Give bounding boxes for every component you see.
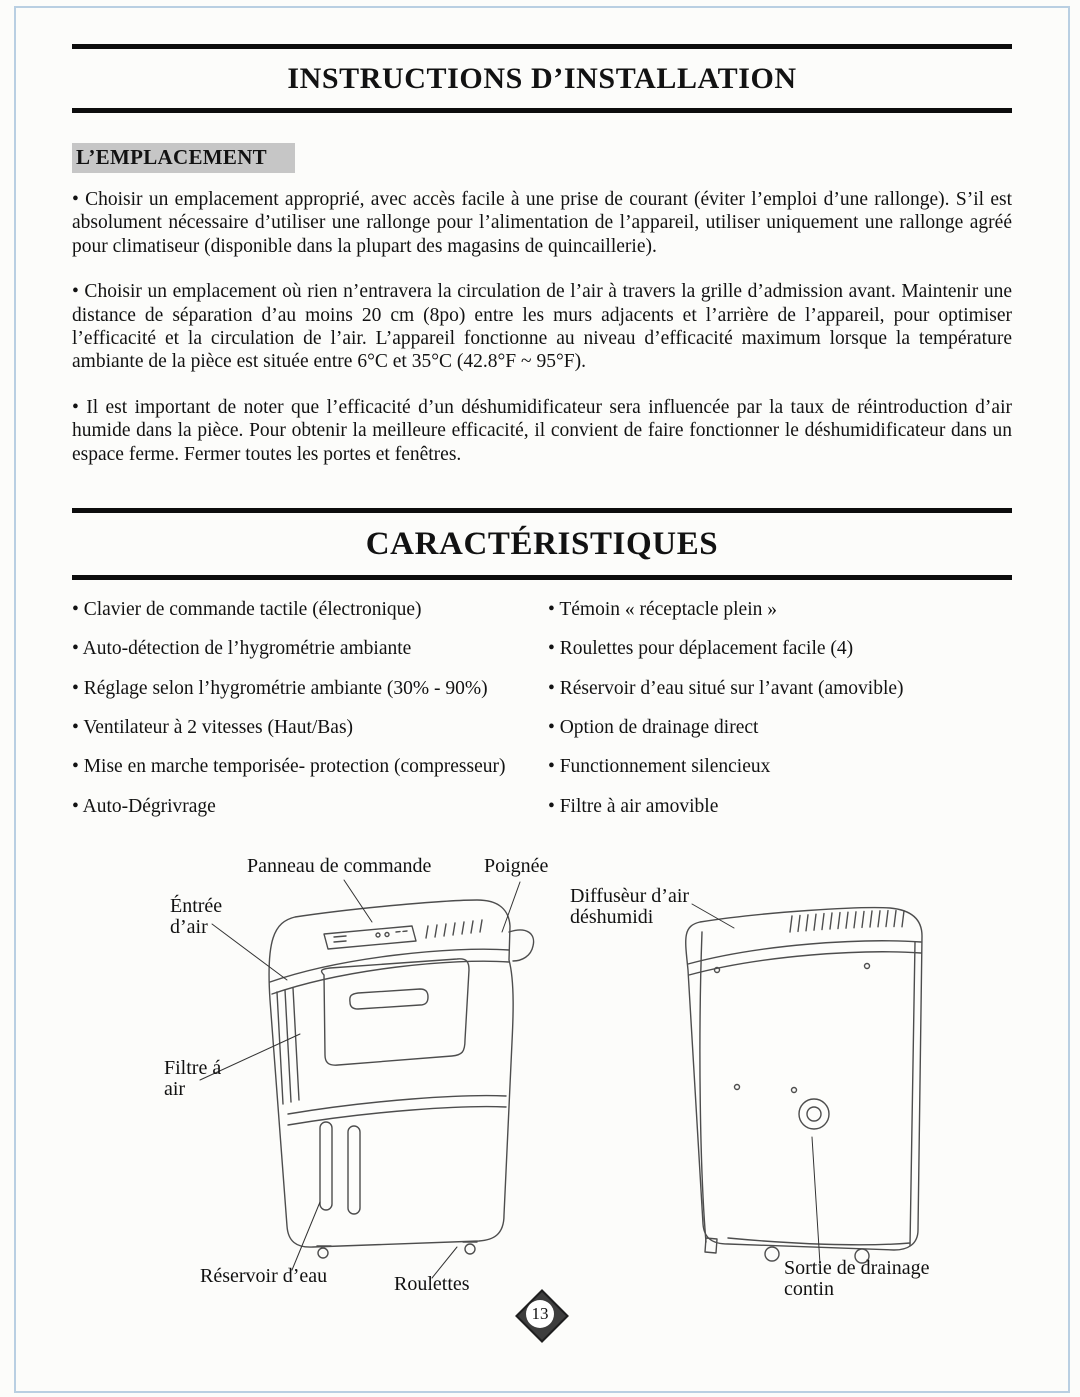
label-poignee: Poignée	[484, 855, 549, 878]
label-reservoir: Réservoir d’eau	[200, 1265, 328, 1288]
feature-item: • Functionnement silencieux	[548, 756, 771, 778]
horizontal-rule	[72, 508, 1012, 513]
horizontal-rule	[72, 575, 1012, 580]
feature-item: • Réglage selon l’hygrométrie ambiante (30% - 90%)	[72, 677, 488, 699]
installation-paragraph: • Il est important de noter que l’efficacité d’un déshumidificateur sera influencée par la taux de réintroduction d’air humide dans la pièce. Pour obtenir la meilleure efficacité, il convient de faire fonctionner le déshumidificateur dans un espace ferme. Fermer toutes les portes et fenêtres.	[72, 396, 1012, 465]
feature-item: • Clavier de commande tactile (électronique)	[72, 598, 422, 620]
label-entree-air-line2: d’air	[170, 916, 208, 939]
label-diffuseur-line1: Diffusèur d’air	[570, 885, 690, 908]
feature-item: • Filtre à air amovible	[548, 795, 719, 817]
label-roulettes: Roulettes	[394, 1273, 470, 1296]
label-filtre-line1: Filtre á	[164, 1057, 222, 1080]
caster-wheel	[318, 1248, 328, 1258]
features-column-right	[548, 598, 1012, 834]
installation-section	[72, 44, 1012, 466]
label-filtre-line2: air	[164, 1078, 186, 1101]
emplacement-heading-row	[72, 143, 1012, 173]
page-number: 13	[531, 1304, 549, 1323]
page-content	[72, 44, 1012, 1314]
caster-wheel	[465, 1244, 475, 1254]
caracteristiques-section	[72, 508, 1012, 834]
feature-item: • Témoin « réceptacle plein »	[548, 598, 778, 620]
handle-icon	[509, 930, 534, 961]
label-sortie-line2: contin	[784, 1278, 834, 1301]
label-panneau-de-commande: Panneau de commande	[247, 855, 432, 878]
emplacement-heading: L’EMPLACEMENT	[72, 143, 295, 173]
label-entree-air-line1: Éntrée	[170, 895, 223, 918]
feature-item: • Mise en marche temporisée- protection (compresseur)	[72, 756, 506, 778]
features-column-left	[72, 598, 548, 834]
horizontal-rule	[72, 44, 1012, 49]
feature-item: • Réservoir d’eau situé sur l’avant (amovible)	[548, 677, 904, 699]
installation-paragraph: • Choisir un emplacement où rien n’entravera la circulation de l’air à travers la grille d’admission avant. Maintenir une distance de séparation d’au moins 20 cm (8po) entre les murs adjacents et l’arrière de l’appareil, pour optimiser l’efficacité et la circulation de l’air. L’appareil fonctionne au niveau d’efficacité maximum lorsque la température ambiante de la pièce est située entre 6°C et 35°C (42.8°F ~ 95°F).	[72, 281, 1012, 373]
page-number-circle	[526, 1300, 554, 1328]
feature-item: • Ventilateur à 2 vitesses (Haut/Bas)	[72, 717, 354, 739]
caracteristiques-title: CARACTÉRISTIQUES	[365, 525, 719, 562]
back-unit-drawing	[686, 908, 922, 1263]
feature-item: • Auto-détection de l’hygrométrie ambiante	[72, 638, 412, 660]
front-unit-drawing	[269, 900, 534, 1258]
feature-item: • Auto-Dégrivrage	[72, 795, 216, 817]
horizontal-rule	[72, 108, 1012, 113]
feature-item: • Roulettes pour déplacement facile (4)	[548, 638, 854, 660]
features-list	[72, 598, 1012, 834]
feature-item: • Option de drainage direct	[548, 717, 759, 739]
dehumidifier-illustration	[72, 842, 1012, 1314]
product-diagram	[72, 842, 1012, 1314]
label-sortie-line1: Sortie de drainage	[784, 1257, 930, 1280]
label-diffuseur-line2: déshumidi	[570, 906, 654, 929]
caster-wheel	[765, 1247, 779, 1261]
installation-title: INSTRUCTIONS D’INSTALLATION	[287, 62, 797, 95]
page-number-badge	[517, 1291, 563, 1337]
installation-paragraph: • Choisir un emplacement approprié, avec accès facile à une prise de courant (éviter l’emploi d’une rallonge). S’il est absolument nécessaire d’utiliser une rallonge pour l’alimentation de l’appareil, utiliser uniquement une rallonge agréé pour climatiseur (disponible dans la plupart des magasins de quincaillerie).	[72, 189, 1012, 257]
